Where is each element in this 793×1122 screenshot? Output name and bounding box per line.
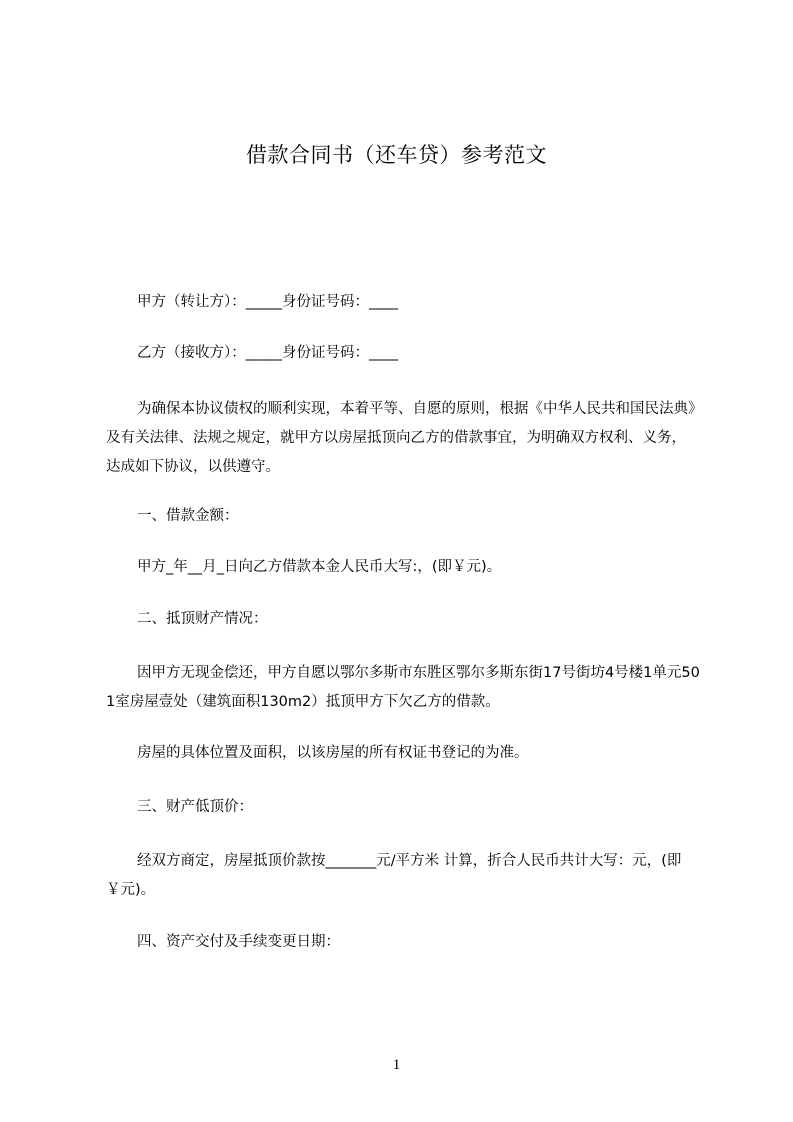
section-heading-loan-amount: 一、借款金额： — [137, 508, 239, 524]
offset-price-paragraph: 经双方商定，房屋抵顶价款按_______元/平方米 计算，折合人民币共计大写：元，(即￥元)。 — [106, 853, 682, 898]
section-heading-collateral: 二、抵顶财产情况： — [137, 611, 268, 627]
section-heading-offset-price: 三、财产低顶价： — [137, 799, 253, 815]
document-title: 借款合同书（还车贷）参考范文 — [246, 143, 547, 167]
preamble-paragraph: 为确保本协议债权的顺利实现，本着平等、自愿的原则，根据《中华人民共和国民法典》及有关法律、法规之规定，就甲方以房屋抵顶向乙方的借款事宜，为明确双方权利、义务，达成如下协议，以供遵守。 — [106, 401, 696, 475]
property-location-paragraph: 房屋的具体位置及面积，以该房屋的所有权证书登记的为准。 — [137, 745, 529, 761]
section-heading-asset-delivery: 四、资产交付及手续变更日期： — [137, 934, 340, 950]
page-number: 1 — [392, 1057, 401, 1073]
party-b-line: 乙方（接收方）：_____身份证号码：____ — [137, 345, 398, 361]
loan-amount-paragraph: 甲方_年__月_日向乙方借款本金人民币大写:，(即￥元)。 — [137, 559, 502, 575]
party-a-line: 甲方（转让方）：_____身份证号码：____ — [137, 294, 398, 310]
collateral-paragraph: 因甲方无现金偿还，甲方自愿以鄂尔多斯市东胜区鄂尔多斯东街17号街坊4号楼1单元501室房屋壹处（建筑面积130m2）抵顶甲方下欠乙方的借款。 — [106, 665, 700, 710]
